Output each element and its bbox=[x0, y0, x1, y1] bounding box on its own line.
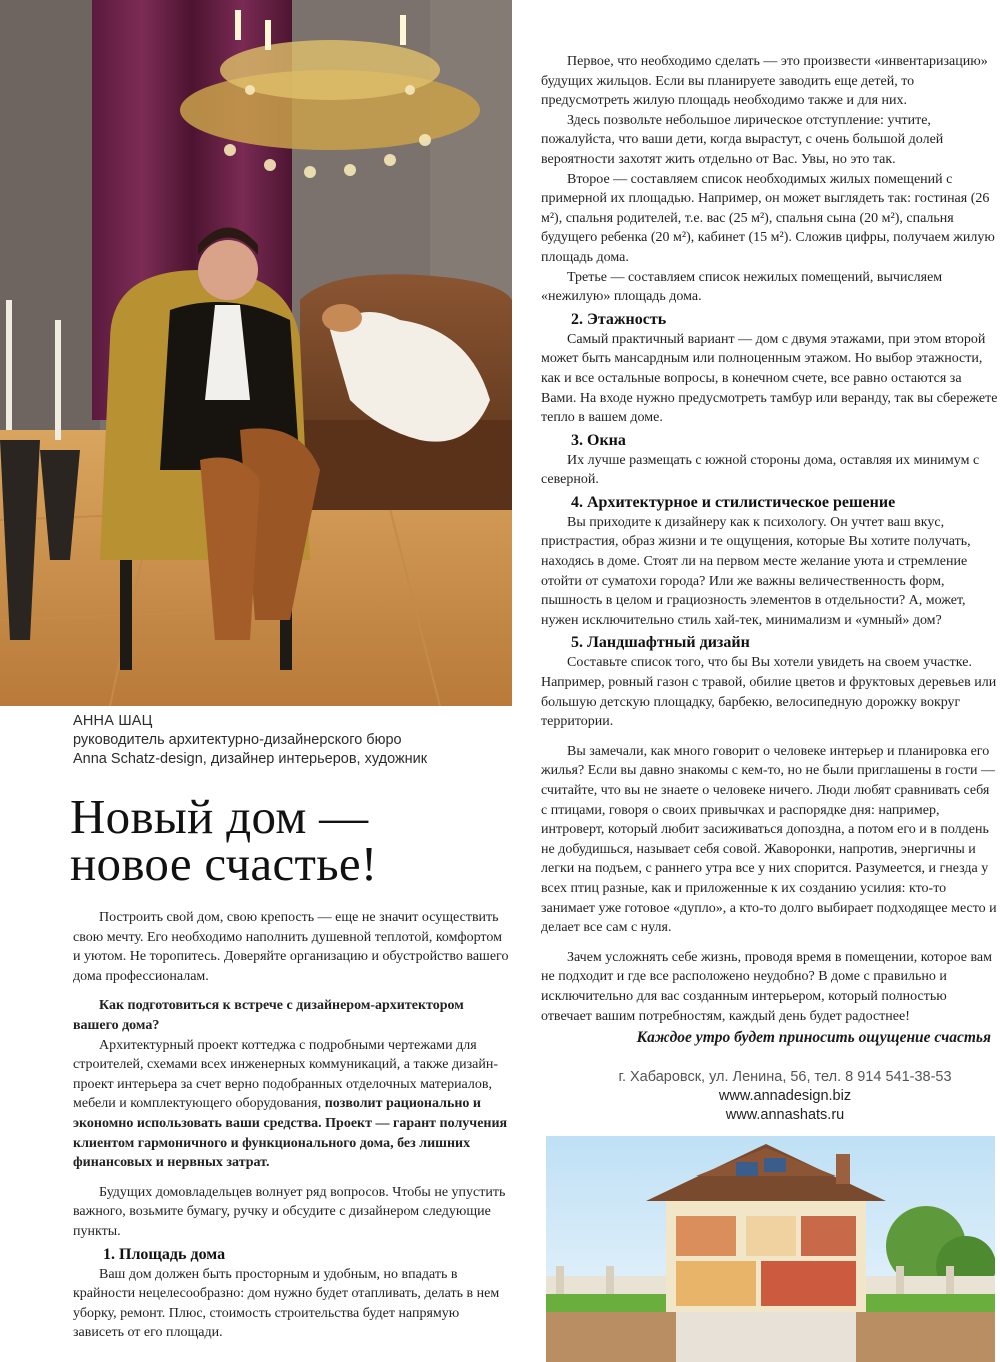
section-heading-area: 1. Площадь дома bbox=[103, 1245, 226, 1263]
website-link-2[interactable]: www.annashats.ru bbox=[725, 1107, 845, 1123]
article-title bbox=[70, 789, 510, 891]
closing-slogan: Каждое утро будет приносить ощущение счастья bbox=[636, 1029, 991, 1046]
project-bold-text: позволит рационально и экономно использовать ваши средства. Проект — гарант получения клиентом гармоничного и функционального дома, без лишних финансовых и нервных затрат. bbox=[73, 1096, 508, 1171]
second-step-paragraph: Второе — составляем список необходимых жилых помещений с примерной их площадью. Например, он может выглядеть так: гостиная (26 м²), спальня родителей, т.е. вас (25 м²), спальня сына (20 м²), спальня будущего ребенка (20 м²), кабинет (15 м²). Сложив цифры, получаем жилую площадь дома. bbox=[541, 171, 995, 265]
project-paragraph bbox=[73, 1036, 509, 1173]
windows-paragraph: Их лучше размещать с южной стороны дома, оставляя их минимум с северной. bbox=[541, 452, 980, 488]
lyric-paragraph: Здесь позвольте небольшое лирическое отступление: учтите, пожалуйста, что ваши дети, когда вырастут, с очень большой долей вероятности захотят жить отдельно от Вас. Увы, но это так. bbox=[541, 112, 944, 167]
conclusion-paragraph: Зачем усложнять себе жизнь, проводя время в помещении, которое вам не подходит и где все расположено неудобно? В доме с правильно и исключительно для вас созданным интерьером, который полностью отвечает вашим потребностям, каждый день будет радостнее! bbox=[541, 949, 992, 1024]
question-heading: Как подготовиться к встрече с дизайнером-архитектором вашего дома? bbox=[73, 998, 464, 1033]
house-cutaway-illustration bbox=[546, 1136, 995, 1362]
photo-caption bbox=[73, 712, 503, 769]
caption-role-line2: Anna Schatz-design, дизайнер интерьеров, художник bbox=[73, 751, 428, 767]
third-step-paragraph: Третье — составляем список нежилых помещений, вычисляем «нежилую» площадь дома. bbox=[541, 269, 943, 305]
website-link-1[interactable]: www.annadesign.biz bbox=[718, 1088, 852, 1104]
portrait-photo bbox=[0, 0, 512, 706]
area-paragraph: Ваш дом должен быть просторным и удобным, но впадать в крайности нецелесообразно: дом нужно будет отапливать, делать в нем уборку, ремонт. Плюс, стоимость строительства будет напрямую зависеть от его площади. bbox=[73, 1266, 500, 1341]
right-column bbox=[541, 52, 998, 1026]
project-plain-text: Архитектурный проект коттеджа с подробными чертежами для строителей, схемами всех инженерных коммуникаций, а также дизайн-проект интерьера за счет верно подобранных отделочных материалов, мебели и комплектующего оборудования, bbox=[73, 1037, 499, 1112]
landscape-paragraph: Составьте список того, что бы Вы хотели увидеть на своем участке. Например, ровный газон с травой, обилие цветов и фруктовых деревьев или большую детскую площадку, барбекю, велосипедную дорожку вокруг территории. bbox=[541, 655, 997, 730]
homeowners-paragraph: Будущих домовладельцев волнует ряд вопросов. Чтобы не упустить важного, возьмите бумагу, ручку и обсудите с дизайнером следующие пункты. bbox=[73, 1184, 506, 1239]
title-line2: новое счастье! bbox=[70, 836, 378, 891]
floors-paragraph: Самый практичный вариант — дом с двумя этажами, при этом второй может быть мансардным или полноценным этажом. Но выбор этажности, как и все остальные вопросы, в конечном счете, все равно остаются за Вами. На входе нужно предусмотреть тамбур или веранду, так вы сбережете тепло в вашем доме. bbox=[541, 331, 998, 426]
title-line1: Новый дом — bbox=[70, 789, 369, 844]
first-step-paragraph: Первое, что необходимо сделать — это произвести «инвентаризацию» будущих жильцов. Если вы планируете заводить еще детей, то предусмотреть жилую площадь необходимо также и для них. bbox=[541, 54, 988, 109]
section-heading-floors: 2. Этажность bbox=[571, 310, 667, 328]
caption-role-line1: руководитель архитектурно-дизайнерского бюро bbox=[73, 732, 402, 748]
caption-name: АННА ШАЦ bbox=[73, 713, 153, 729]
architecture-paragraph: Вы приходите к дизайнеру как к психологу. Он учтет ваш вкус, пристрастия, образ жизни и те ощущения, которые Вы хотите получать, находясь в доме. Стоят ли на первом месте желание уюта и стремление отойти от суматохи города? Или же важны величественность форм, пышность в целом и грациозность элементов в отдельности? А, может, нужен исключительно стиль хай-тек, минимализм и «умный» дом? bbox=[541, 514, 971, 628]
intro-paragraph: Построить свой дом, свою крепость — еще не значит осуществить свою мечту. Его необходимо наполнить душевной теплотой, комфортом и уютом. Не торопитесь. Доверяйте организацию и обустройство вашего дома профессионалам. bbox=[73, 910, 509, 984]
birds-paragraph: Вы замечали, как много говорит о человеке интерьер и планировка его жилья? Если вы давно знакомы с кем-то, но не были приглашены в гости — считайте, что вы не знаете о человеке ничего. Люди любят сравнивать себя с птицами, говоря о своих привычках и распорядке дня: например, интроверт, который любит засиживаться допоздна, а потом его и в полдень не добудишься, называет себя совой. Жаворонки, напротив, энергичны и легки на подъем, с раннего утра все у них спорится. Разумеется, и гнезда у всех птиц разные, как и приложенные к их созданию усилия: кто-то занимает уже готовое «дупло», а кто-то долго выбирает подходящее место и делает все сам с нуля. bbox=[541, 743, 997, 936]
section-heading-windows: 3. Окна bbox=[571, 431, 626, 449]
section-heading-landscape: 5. Ландшафтный дизайн bbox=[571, 634, 750, 652]
contact-address: г. Хабаровск, ул. Ленина, 56, тел. 8 914 541-38-53 bbox=[618, 1069, 952, 1085]
contacts-block bbox=[585, 1068, 985, 1125]
left-column bbox=[73, 908, 509, 1343]
section-heading-architecture: 4. Архитектурное и стилистическое решение bbox=[571, 493, 896, 511]
